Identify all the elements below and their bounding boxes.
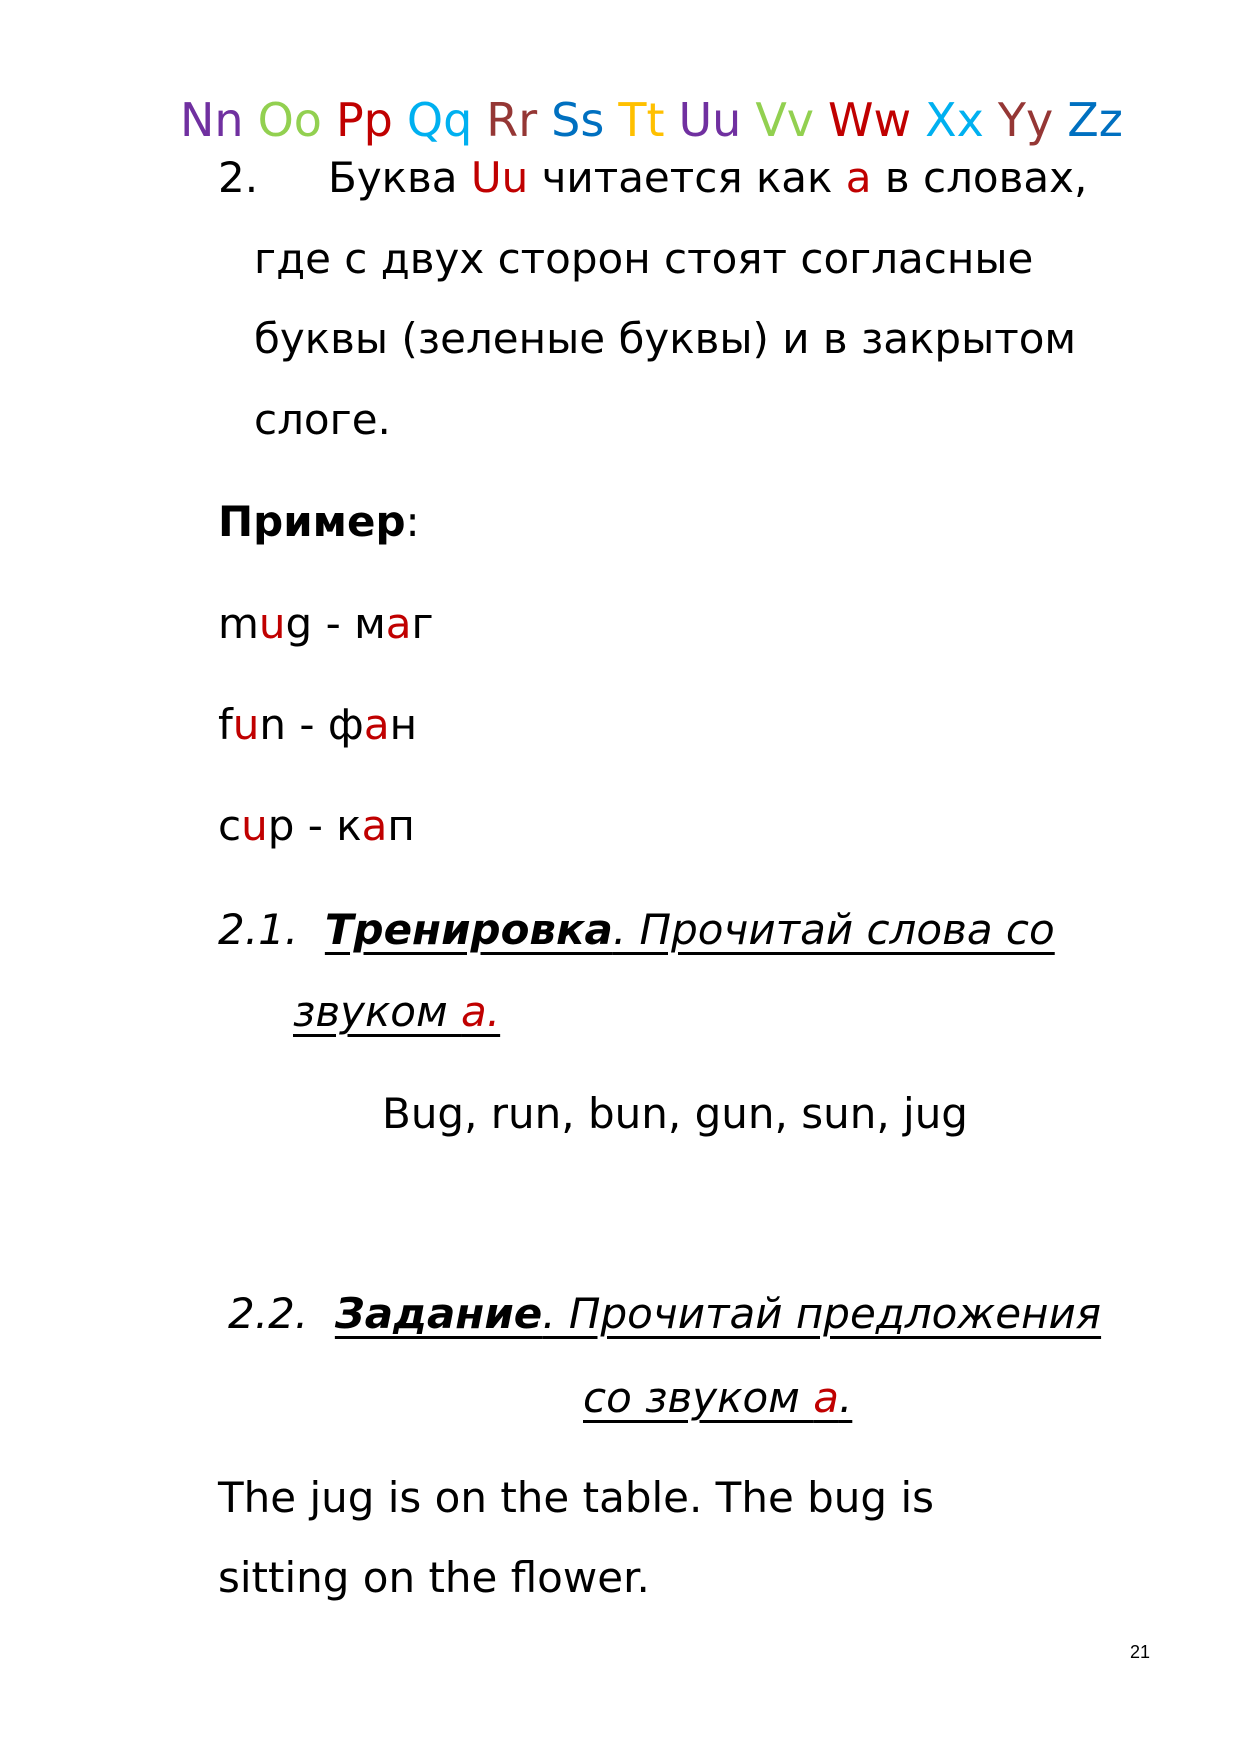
task2-number: 2.2. <box>228 1289 309 1338</box>
sound-a: а <box>845 153 872 202</box>
colon: : <box>405 497 420 546</box>
text: со звуком <box>583 1373 814 1422</box>
alphabet-letter: Tt <box>618 93 665 147</box>
rule-line-3: буквы (зеленые буквы) и в закрытом <box>254 314 1077 363</box>
highlighted-vowel: u <box>241 801 268 850</box>
page-number: 21 <box>1130 1642 1151 1662</box>
rule-number: 2. <box>218 153 259 202</box>
example-word <box>218 596 434 652</box>
alphabet-letter: Zz <box>1067 93 1123 147</box>
alphabet-letter: Oo <box>257 93 322 147</box>
alphabet-letter: Rr <box>486 93 538 147</box>
task2-sentence-1: The jug is on the table. The bug is <box>218 1473 934 1522</box>
task2-title: Задание <box>334 1289 543 1338</box>
sound-a: а <box>813 1373 839 1422</box>
task1-heading <box>218 902 1055 958</box>
alphabet-strip <box>180 92 1137 148</box>
task2-instruction: . Прочитай предложения <box>542 1289 1102 1338</box>
text: - <box>294 801 337 850</box>
text: g <box>285 599 313 648</box>
rule-line-2: где с двух сторон стоят согласные <box>254 234 1034 283</box>
text: п <box>387 801 415 850</box>
text: читается как <box>528 153 846 202</box>
text: n <box>259 700 287 749</box>
text: звуком <box>293 987 462 1036</box>
example-heading <box>218 494 420 550</box>
text: p <box>267 801 295 850</box>
text: н <box>389 700 418 749</box>
example-word <box>218 798 415 854</box>
text: к <box>336 801 362 850</box>
text: f <box>218 700 233 749</box>
text: г <box>411 599 434 648</box>
alphabet-letter: Vv <box>755 93 815 147</box>
alphabet-letter: Nn <box>180 93 244 147</box>
alphabet-letter: Qq <box>406 93 473 147</box>
alphabet-letter: Uu <box>678 93 742 147</box>
alphabet-letter: Xx <box>925 93 984 147</box>
highlighted-vowel: а <box>361 801 388 850</box>
alphabet-letter: Ss <box>551 93 605 147</box>
highlighted-vowel: а <box>385 599 412 648</box>
text: c <box>218 801 242 850</box>
highlighted-vowel: u <box>258 599 286 648</box>
text: . <box>838 1373 853 1422</box>
highlighted-vowel: u <box>232 700 260 749</box>
task2-heading <box>228 1286 1101 1342</box>
task2-sentence-2: sitting on the flower. <box>218 1553 650 1602</box>
letter-uu: Uu <box>470 153 529 202</box>
rule-line-4: слоге. <box>254 395 391 444</box>
text: ф <box>327 700 364 749</box>
example-label: Пример <box>218 497 406 546</box>
task1-title: Тренировка <box>324 905 613 954</box>
task2-line2 <box>583 1370 852 1426</box>
task1-number: 2.1. <box>218 905 299 954</box>
task1-line2 <box>293 984 500 1040</box>
task1-instruction: . Прочитай слова со <box>612 905 1055 954</box>
text: - <box>312 599 355 648</box>
text: м <box>354 599 386 648</box>
rule-line-1 <box>328 150 1087 206</box>
alphabet-letter: Ww <box>828 93 912 147</box>
task1-words: Bug, run, bun, gun, sun, jug <box>382 1089 968 1138</box>
example-word <box>218 697 417 753</box>
highlighted-vowel: а <box>363 700 390 749</box>
text: Буква <box>328 153 471 202</box>
sound-a: а. <box>461 987 501 1036</box>
text: - <box>286 700 328 749</box>
alphabet-letter: Pp <box>335 93 393 147</box>
text: m <box>218 599 259 648</box>
text: в словах, <box>871 153 1088 202</box>
alphabet-letter: Yy <box>997 93 1054 147</box>
